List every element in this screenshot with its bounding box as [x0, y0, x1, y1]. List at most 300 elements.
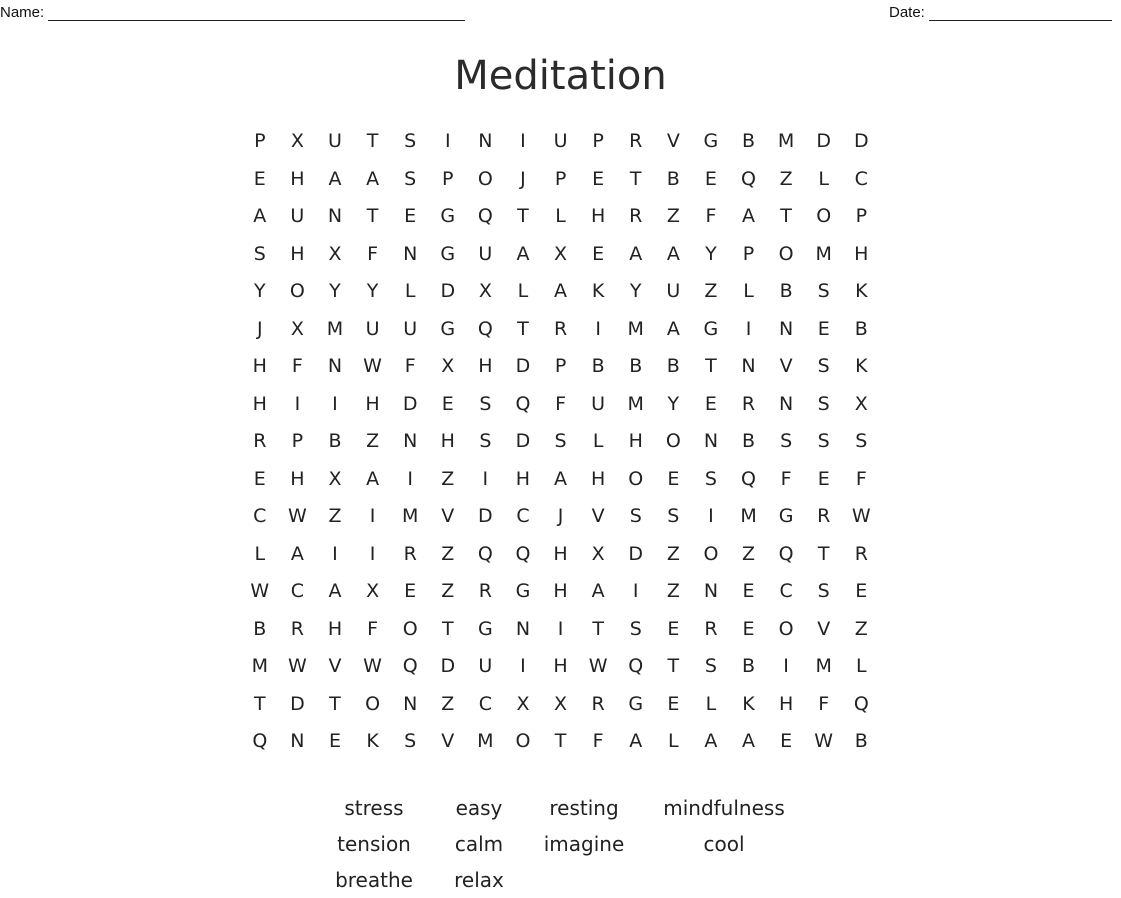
grid-letter: F	[592, 730, 604, 753]
grid-letter: M	[815, 655, 832, 678]
grid-letter: H	[290, 242, 305, 265]
grid-letter: D	[515, 355, 531, 378]
grid-letter: L	[668, 730, 679, 753]
grid-row	[241, 198, 881, 236]
grid-letter: B	[779, 280, 793, 303]
grid-letter: M	[627, 317, 644, 340]
grid-letter: R	[629, 130, 643, 153]
grid-row	[241, 123, 881, 161]
grid-letter: X	[290, 317, 304, 340]
grid-letter: Z	[704, 280, 718, 303]
grid-letter: X	[328, 242, 342, 265]
grid-letter: E	[817, 467, 830, 490]
grid-letter: X	[591, 542, 605, 565]
grid-letter: V	[441, 505, 455, 528]
grid-letter: U	[365, 317, 380, 340]
grid-letter: S	[404, 730, 417, 753]
grid-letter: I	[332, 542, 338, 565]
grid-letter: H	[478, 355, 493, 378]
word-bank-item: resting	[549, 796, 619, 820]
grid-letter: O	[703, 542, 719, 565]
grid-letter: T	[554, 730, 567, 753]
word-bank-item: cool	[703, 832, 745, 856]
date-blank-line[interactable]	[929, 6, 1112, 21]
grid-letter: O	[365, 692, 381, 715]
grid-letter: B	[854, 730, 868, 753]
grid-letter: B	[741, 655, 756, 678]
grid-letter: W	[250, 580, 270, 603]
grid-letter: R	[403, 542, 417, 565]
grid-letter: M	[401, 505, 419, 528]
grid-letter: B	[854, 317, 868, 340]
grid-letter: J	[557, 505, 564, 528]
grid-letter: D	[628, 542, 644, 565]
grid-letter: S	[817, 392, 830, 415]
word-bank-item: stress	[344, 796, 404, 820]
grid-row	[241, 348, 881, 386]
grid-letter: R	[741, 392, 756, 415]
grid-letter: U	[478, 242, 493, 265]
grid-letter: N	[515, 617, 531, 640]
grid-letter: T	[329, 692, 341, 715]
grid-letter: U	[666, 280, 681, 303]
grid-letter: R	[629, 205, 643, 228]
grid-letter: C	[253, 505, 267, 528]
grid-letter: H	[590, 467, 606, 490]
grid-letter: X	[854, 392, 868, 415]
grid-letter: G	[515, 580, 531, 603]
grid-row	[241, 236, 881, 274]
grid-letter: A	[554, 467, 568, 490]
grid-letter: W	[851, 505, 871, 528]
grid-letter: F	[555, 392, 567, 415]
grid-letter: Q	[853, 692, 869, 715]
grid-letter: N	[403, 430, 418, 453]
grid-letter: A	[328, 580, 342, 603]
grid-letter: L	[592, 430, 604, 453]
grid-letter: D	[853, 130, 869, 153]
grid-letter: E	[704, 167, 717, 190]
grid-letter: N	[779, 317, 794, 340]
grid-letter: H	[252, 392, 267, 415]
grid-letter: N	[779, 392, 794, 415]
grid-letter: A	[290, 542, 304, 565]
grid-letter: I	[708, 505, 714, 528]
grid-letter: H	[590, 205, 606, 228]
grid-letter: Q	[778, 542, 794, 565]
grid-letter: L	[404, 280, 416, 303]
grid-letter: P	[291, 430, 304, 453]
grid-letter: S	[855, 430, 868, 453]
grid-letter: F	[705, 205, 717, 228]
word-bank-item: breathe	[335, 868, 413, 892]
grid-letter: Z	[779, 167, 793, 190]
grid-letter: Z	[666, 580, 680, 603]
grid-letter: S	[629, 505, 642, 528]
grid-letter: L	[743, 280, 754, 303]
grid-letter: T	[366, 205, 379, 228]
grid-row	[241, 536, 881, 574]
grid-letter: R	[704, 617, 718, 640]
grid-letter: K	[366, 730, 379, 753]
grid-letter: T	[366, 130, 379, 153]
grid-row	[241, 648, 881, 686]
grid-letter: S	[479, 392, 492, 415]
grid-letter: I	[783, 655, 789, 678]
grid-letter: J	[520, 167, 526, 190]
grid-letter: Z	[742, 542, 756, 565]
grid-letter: E	[667, 617, 680, 640]
grid-letter: G	[778, 505, 794, 528]
grid-letter: G	[440, 242, 456, 265]
grid-letter: B	[629, 355, 643, 378]
grid-letter: Z	[441, 467, 455, 490]
grid-letter: O	[402, 617, 418, 640]
grid-letter: E	[742, 617, 755, 640]
grid-row	[241, 611, 881, 649]
grid-letter: P	[442, 167, 454, 190]
grid-letter: W	[287, 505, 307, 528]
grid-letter: X	[516, 692, 530, 715]
grid-letter: I	[745, 317, 752, 340]
grid-row	[241, 723, 881, 761]
grid-letter: I	[369, 542, 376, 565]
grid-letter: R	[553, 317, 568, 340]
grid-letter: V	[328, 655, 342, 678]
grid-letter: S	[554, 430, 567, 453]
grid-letter: W	[363, 355, 382, 378]
grid-row	[241, 423, 881, 461]
grid-letter: M	[740, 505, 757, 528]
grid-letter: X	[441, 355, 455, 378]
word-bank-item: tension	[337, 832, 411, 856]
grid-letter: S	[780, 430, 793, 453]
grid-letter: T	[667, 655, 680, 678]
grid-letter: W	[287, 655, 307, 678]
grid-letter: Z	[666, 205, 680, 228]
grid-letter: B	[666, 355, 680, 378]
grid-letter: I	[444, 130, 451, 153]
grid-letter: M	[777, 130, 795, 153]
grid-letter: R	[817, 505, 831, 528]
grid-letter: Z	[666, 542, 680, 565]
grid-letter: Z	[441, 692, 455, 715]
grid-letter: A	[742, 730, 756, 753]
grid-letter: S	[817, 355, 830, 378]
grid-letter: A	[666, 242, 680, 265]
grid-letter: K	[855, 355, 868, 378]
grid-letter: S	[817, 580, 830, 603]
grid-letter: Y	[366, 280, 379, 303]
grid-letter: K	[742, 692, 755, 715]
grid-row	[241, 686, 881, 724]
grid-letter: D	[440, 280, 456, 303]
date-field[interactable]	[889, 4, 1112, 21]
grid-letter: U	[290, 205, 305, 228]
word-bank-item: easy	[455, 796, 503, 820]
grid-letter: C	[290, 580, 305, 603]
grid-letter: O	[515, 730, 531, 753]
grid-letter: T	[592, 617, 604, 640]
grid-letter: H	[440, 430, 455, 453]
grid-letter: R	[854, 542, 868, 565]
grid-letter: G	[477, 617, 493, 640]
grid-letter: Q	[402, 655, 418, 678]
grid-row	[241, 273, 881, 311]
grid-letter: D	[478, 505, 493, 528]
grid-row	[241, 386, 881, 424]
grid-letter: I	[632, 580, 639, 603]
grid-letter: H	[778, 692, 794, 715]
grid-letter: E	[441, 392, 454, 415]
grid-letter: B	[666, 167, 680, 190]
grid-letter: E	[667, 467, 680, 490]
grid-letter: Q	[515, 542, 531, 565]
grid-letter: H	[290, 167, 305, 190]
grid-letter: E	[742, 580, 755, 603]
grid-letter: J	[256, 317, 263, 340]
grid-letter: E	[667, 692, 680, 715]
grid-letter: T	[517, 205, 529, 228]
grid-letter: O	[778, 242, 794, 265]
grid-letter: I	[520, 130, 526, 153]
grid-letter: G	[703, 317, 719, 340]
grid-letter: I	[520, 655, 526, 678]
grid-letter: W	[814, 730, 834, 753]
grid-letter: H	[327, 617, 343, 640]
grid-row	[241, 498, 881, 536]
grid-letter: V	[817, 617, 831, 640]
grid-letter: Y	[629, 280, 642, 303]
grid-letter: M	[815, 242, 832, 265]
grid-letter: Q	[515, 392, 531, 415]
grid-letter: B	[741, 430, 756, 453]
grid-letter: C	[516, 505, 530, 528]
grid-letter: E	[404, 205, 417, 228]
grid-letter: K	[855, 280, 868, 303]
grid-letter: G	[628, 692, 644, 715]
grid-letter: F	[367, 617, 379, 640]
grid-letter: A	[328, 167, 342, 190]
grid-letter: M	[627, 392, 644, 415]
grid-letter: H	[553, 655, 568, 678]
grid-letter: D	[515, 430, 531, 453]
grid-letter: D	[440, 655, 456, 678]
grid-letter: F	[367, 242, 379, 265]
word-bank-item: imagine	[543, 832, 625, 856]
grid-letter: A	[591, 580, 605, 603]
name-blank-line[interactable]	[48, 6, 465, 21]
grid-letter: G	[703, 130, 719, 153]
grid-letter: P	[554, 167, 567, 190]
grid-letter: T	[441, 617, 454, 640]
grid-letter: F	[291, 355, 303, 378]
grid-letter: W	[363, 655, 382, 678]
grid-letter: S	[704, 655, 717, 678]
grid-letter: S	[479, 430, 492, 453]
grid-letter: U	[478, 655, 493, 678]
word-bank	[316, 790, 806, 898]
grid-letter: Z	[854, 617, 868, 640]
grid-letter: B	[741, 130, 756, 153]
grid-letter: R	[290, 617, 304, 640]
grid-letter: Y	[667, 392, 680, 415]
grid-letter: K	[591, 280, 605, 303]
grid-letter: A	[742, 205, 756, 228]
grid-letter: E	[592, 167, 605, 190]
grid-letter: N	[290, 730, 305, 753]
grid-letter: Z	[366, 430, 380, 453]
grid-letter: Q	[741, 167, 756, 190]
grid-letter: I	[595, 317, 601, 340]
grid-letter: L	[818, 167, 829, 190]
grid-letter: G	[440, 205, 456, 228]
letter-grid	[241, 123, 881, 761]
grid-letter: N	[741, 355, 756, 378]
grid-letter: S	[667, 505, 680, 528]
grid-letter: V	[441, 730, 455, 753]
grid-letter: B	[253, 617, 267, 640]
grid-letter: R	[253, 430, 267, 453]
grid-letter: F	[818, 692, 830, 715]
grid-letter: D	[816, 130, 832, 153]
grid-letter: S	[404, 130, 417, 153]
grid-letter: O	[628, 467, 644, 490]
grid-letter: C	[854, 167, 868, 190]
grid-letter: X	[554, 692, 568, 715]
grid-letter: P	[554, 355, 567, 378]
grid-letter: S	[704, 467, 717, 490]
grid-letter: X	[554, 242, 568, 265]
grid-letter: N	[327, 355, 343, 378]
grid-letter: E	[704, 392, 717, 415]
grid-letter: F	[404, 355, 416, 378]
grid-letter: A	[366, 467, 380, 490]
grid-letter: C	[779, 580, 793, 603]
name-field[interactable]	[0, 4, 465, 21]
grid-letter: O	[778, 617, 794, 640]
grid-letter: V	[666, 130, 680, 153]
grid-letter: I	[294, 392, 301, 415]
grid-letter: G	[440, 317, 456, 340]
grid-letter: N	[703, 580, 719, 603]
grid-letter: L	[856, 655, 867, 678]
grid-letter: S	[253, 242, 266, 265]
grid-letter: S	[629, 617, 642, 640]
grid-letter: L	[254, 542, 266, 565]
grid-letter: D	[402, 392, 418, 415]
grid-letter: H	[854, 242, 869, 265]
grid-letter: O	[477, 167, 493, 190]
grid-letter: T	[253, 692, 266, 715]
grid-letter: Y	[705, 242, 717, 265]
grid-letter: M	[477, 730, 494, 753]
grid-letter: H	[365, 392, 380, 415]
grid-letter: A	[516, 242, 530, 265]
grid-letter: T	[629, 167, 642, 190]
word-bank-item: calm	[454, 832, 504, 856]
grid-letter: E	[404, 580, 417, 603]
grid-letter: Z	[441, 542, 455, 565]
grid-letter: I	[557, 617, 564, 640]
grid-letter: N	[327, 205, 343, 228]
grid-letter: H	[252, 355, 267, 378]
grid-letter: Q	[477, 317, 493, 340]
grid-letter: X	[366, 580, 380, 603]
grid-letter: M	[251, 655, 268, 678]
grid-letter: H	[553, 580, 568, 603]
grid-letter: L	[517, 280, 529, 303]
grid-letter: E	[855, 580, 868, 603]
grid-letter: T	[517, 317, 529, 340]
grid-letter: U	[403, 317, 418, 340]
grid-letter: Z	[441, 580, 455, 603]
grid-letter: X	[478, 280, 492, 303]
grid-letter: O	[289, 280, 305, 303]
grid-letter: L	[555, 205, 566, 228]
grid-row	[241, 461, 881, 499]
grid-letter: X	[328, 467, 342, 490]
grid-letter: E	[817, 317, 830, 340]
grid-letter: S	[817, 430, 830, 453]
grid-letter: E	[253, 167, 266, 190]
grid-letter: Z	[328, 505, 342, 528]
grid-letter: T	[705, 355, 717, 378]
grid-letter: H	[628, 430, 643, 453]
grid-row	[241, 573, 881, 611]
grid-letter: P	[592, 130, 604, 153]
date-label: Date:	[889, 4, 925, 21]
grid-letter: H	[290, 467, 305, 490]
grid-letter: D	[290, 692, 305, 715]
grid-letter: I	[332, 392, 338, 415]
grid-letter: V	[591, 505, 605, 528]
grid-letter: F	[780, 467, 792, 490]
grid-letter: I	[369, 505, 376, 528]
grid-letter: N	[703, 430, 719, 453]
grid-letter: A	[366, 167, 380, 190]
grid-letter: A	[554, 280, 568, 303]
grid-letter: F	[855, 467, 867, 490]
grid-letter: L	[705, 692, 717, 715]
grid-letter: X	[290, 130, 304, 153]
grid-letter: C	[478, 692, 492, 715]
grid-letter: U	[328, 130, 342, 153]
page-title: Meditation	[454, 53, 667, 99]
grid-letter: H	[515, 467, 531, 490]
grid-letter: T	[817, 542, 830, 565]
grid-letter: I	[482, 467, 489, 490]
grid-letter: E	[328, 730, 341, 753]
grid-letter: S	[404, 167, 417, 190]
grid-letter: W	[588, 655, 608, 678]
word-bank-item: mindfulness	[663, 796, 785, 820]
grid-letter: M	[326, 317, 344, 340]
grid-letter: E	[780, 730, 793, 753]
word-bank-item: relax	[454, 868, 504, 892]
grid-letter: Q	[628, 655, 644, 678]
name-label: Name:	[0, 4, 45, 21]
grid-letter: A	[253, 205, 267, 228]
grid-letter: Q	[252, 730, 268, 753]
grid-letter: I	[407, 467, 413, 490]
grid-letter: P	[855, 205, 868, 228]
grid-letter: Y	[253, 280, 266, 303]
grid-letter: A	[666, 317, 680, 340]
grid-letter: R	[591, 692, 605, 715]
grid-letter: U	[553, 130, 568, 153]
grid-letter: B	[591, 355, 605, 378]
